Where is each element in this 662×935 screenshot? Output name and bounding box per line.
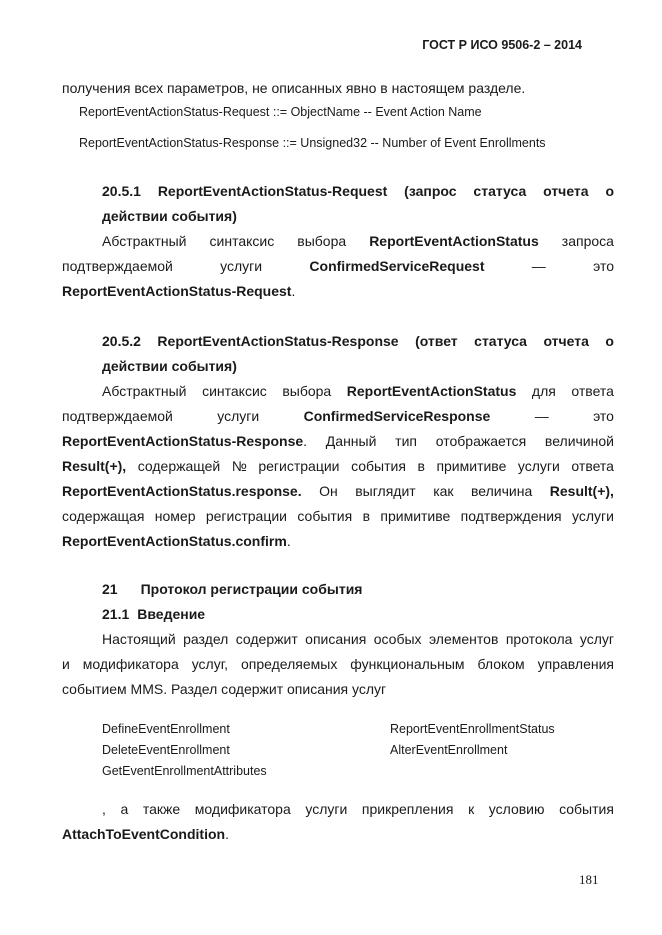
paragraph-line: и модификатора услуг, определяемых функциональным блоком управления [62,656,614,672]
paragraph-line: подтверждаемой услуги ConfirmedServiceRequest — это [62,258,614,274]
heading-20-5-2 [102,332,614,350]
heading-word: статуса [474,333,527,349]
heading-20-5-1-cont: действии события) [102,208,237,224]
heading-word: (ответ [415,333,458,349]
heading-word: (запрос [404,183,457,199]
document-header: ГОСТ Р ИСО 9506-2 – 2014 [422,38,582,52]
paragraph-line: AttachToEventCondition. [62,826,229,842]
heading-21: 21 Протокол регистрации события [102,581,363,597]
page-number: 181 [579,872,599,887]
service-name: GetEventEnrollmentAttributes [102,764,267,778]
paragraph-line: ReportEventActionStatus.response. Он выглядит как величина Result(+), [62,483,614,499]
code-line-response: ReportEventActionStatus-Response ::= Unsigned32 -- Number of Event Enrollments [79,136,546,150]
service-name: AlterEventEnrollment [390,743,508,757]
heading-word: о [605,183,614,199]
heading-word: статуса [473,183,527,199]
heading-number: 20.5.2 [102,333,141,349]
paragraph-line: содержащая номер регистрации события в примитиве подтверждения услуги [62,508,614,524]
paragraph-line: Абстрактный синтаксис выбора ReportEventActionStatus для ответа [102,383,614,399]
code-line-request: ReportEventActionStatus-Request ::= ObjectName -- Event Action Name [79,105,482,119]
paragraph-line: ReportEventActionStatus.confirm. [62,533,291,549]
service-name: ReportEventEnrollmentStatus [390,722,555,736]
paragraph-line: ReportEventActionStatus-Request. [62,283,296,299]
heading-word: ReportEventActionStatus-Response [157,333,399,349]
heading-word: отчета [543,183,589,199]
service-name: DefineEventEnrollment [102,722,230,736]
paragraph-line: подтверждаемой услуги ConfirmedServiceResponse — это [62,408,614,424]
paragraph-line: Настоящий раздел содержит описания особых элементов протокола услуг [102,631,614,647]
heading-20-5-2-cont: действии события) [102,358,237,374]
paragraph-line: Абстрактный синтаксис выбора ReportEventActionStatus запроса [102,233,614,249]
heading-number: 20.5.1 [102,183,141,199]
paragraph-line: ReportEventActionStatus-Response. Данный тип отображается величиной [62,433,614,449]
paragraph-line: Result(+), содержащей № регистрации события в примитиве услуги ответа [62,458,614,474]
service-name: DeleteEventEnrollment [102,743,230,757]
heading-word: отчета [543,333,589,349]
heading-word: ReportEventActionStatus-Request [157,183,388,199]
intro-line: получения всех параметров, не описанных явно в настоящем разделе. [62,80,526,96]
paragraph-line: событием MMS. Раздел содержит описания услуг [62,681,387,697]
heading-20-5-1 [102,182,614,200]
paragraph-line: , а также модификатора услуги прикрепления к условию события [102,801,614,817]
heading-21-1: 21.1 Введение [102,606,206,622]
heading-word: о [605,333,614,349]
